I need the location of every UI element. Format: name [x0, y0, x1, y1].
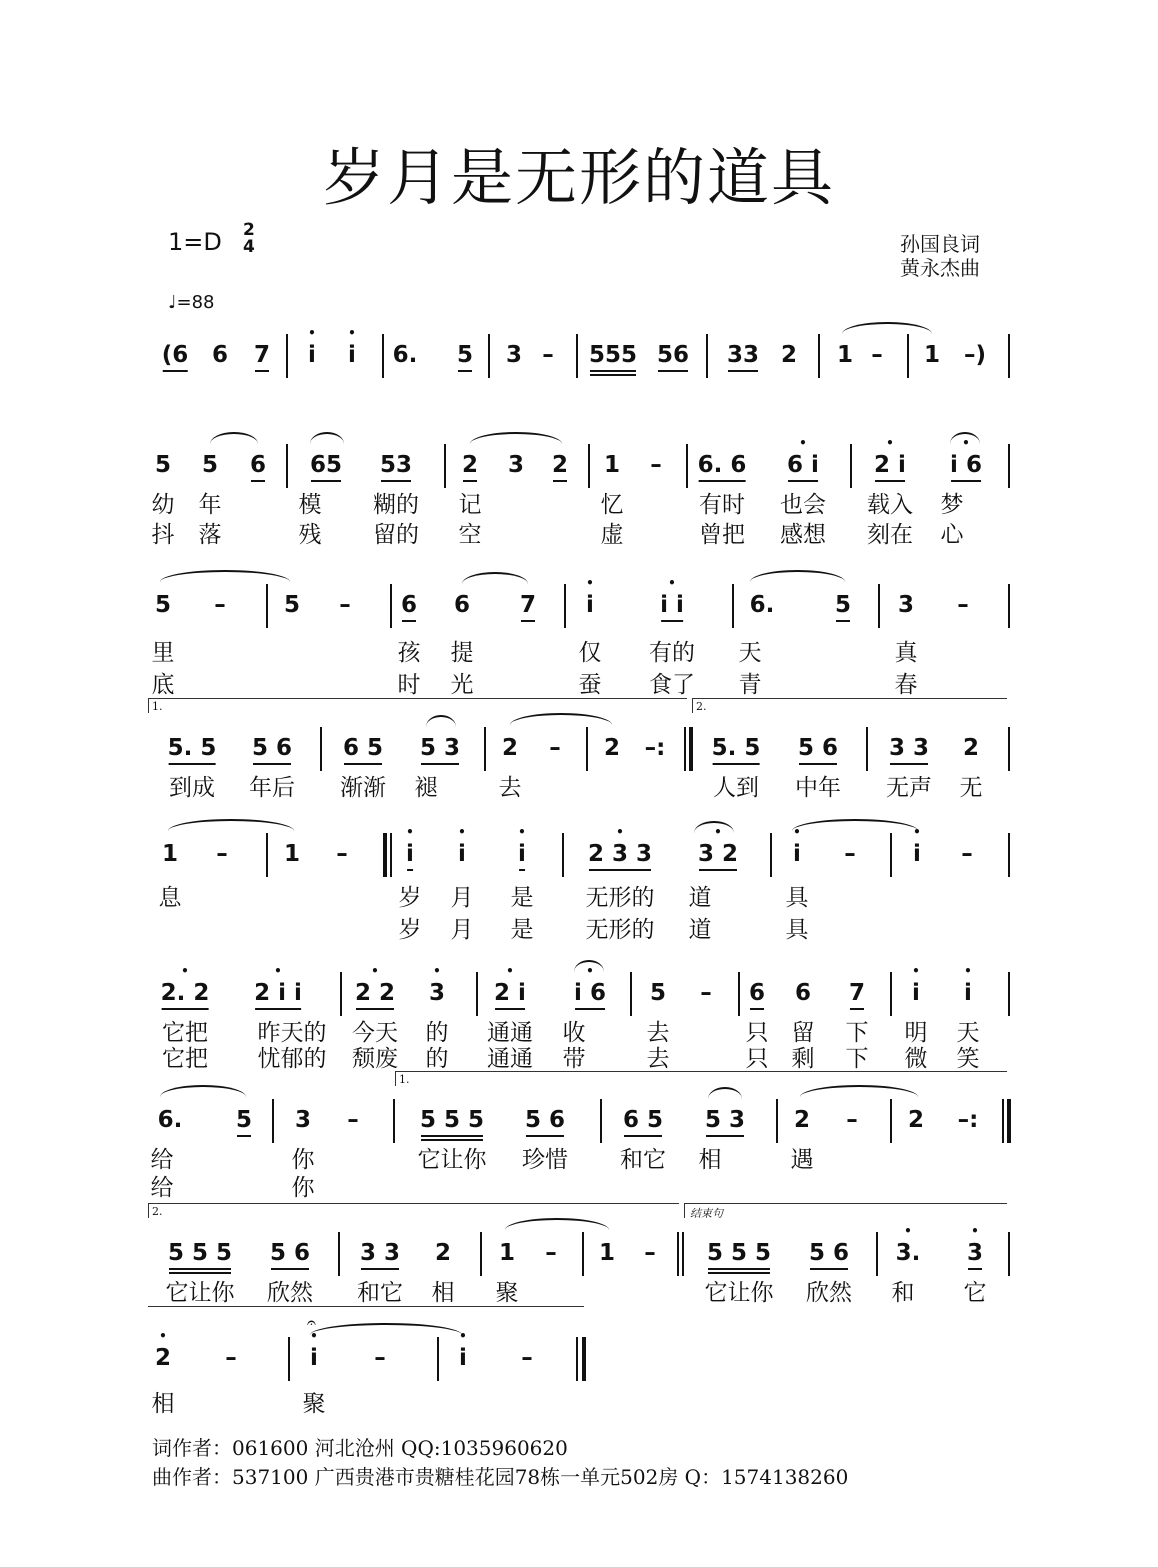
- note: –): [963, 342, 987, 368]
- note: –:: [957, 1107, 979, 1133]
- key-signature: 1=D: [168, 228, 222, 256]
- lyric: 下: [845, 1046, 869, 1072]
- note: 6. 6: [697, 452, 747, 478]
- note: 5 5 5: [419, 1107, 485, 1133]
- ending-label: 结束句: [690, 1207, 723, 1220]
- composer-credit: 黄永杰曲: [900, 256, 980, 280]
- note: 2: [501, 735, 519, 761]
- lyric: 忧郁的: [257, 1046, 327, 1072]
- note: –: [542, 342, 554, 368]
- lyric: 年: [198, 492, 222, 518]
- note: • i 6: [574, 980, 606, 1006]
- note: 5. 5: [711, 735, 761, 761]
- lyric: 曾把: [699, 522, 745, 548]
- note: • 2 i: [494, 980, 526, 1006]
- note: 5 3: [419, 735, 461, 761]
- lyric: 感想: [780, 522, 826, 548]
- note: • i: [459, 1345, 467, 1371]
- note: 2: [793, 1107, 811, 1133]
- note: • i: [458, 841, 466, 867]
- lyric: 抖: [151, 522, 175, 548]
- lyric: 忆: [600, 492, 624, 518]
- note: 5: [283, 592, 301, 618]
- lyric: 底: [151, 672, 175, 698]
- note: 2: [780, 342, 798, 368]
- lyric: 的: [425, 1020, 449, 1046]
- note: 3: [897, 592, 915, 618]
- lyric: 梦: [940, 492, 964, 518]
- note: 56: [656, 342, 690, 368]
- note: • i: [518, 841, 526, 867]
- note: 7: [848, 980, 866, 1006]
- lyric: 和它: [620, 1147, 666, 1173]
- lyric: 它让你: [165, 1280, 235, 1306]
- note: –: [650, 452, 662, 478]
- lyric: 渐渐: [340, 775, 386, 801]
- lyric: 道: [688, 917, 712, 943]
- lyric: 月: [450, 917, 474, 943]
- lyric: 心: [940, 522, 964, 548]
- note: –: [549, 735, 561, 761]
- note: –: [347, 1107, 359, 1133]
- note: 2: [907, 1107, 925, 1133]
- note: 3: [507, 452, 525, 478]
- lyric: 褪: [414, 775, 438, 801]
- note: 6.: [157, 1107, 183, 1133]
- note: 5 6: [524, 1107, 566, 1133]
- lyric: 和它: [357, 1280, 403, 1306]
- note: 6: [453, 592, 471, 618]
- note: –: [644, 1240, 656, 1266]
- lyric: 留的: [373, 522, 419, 548]
- note: 5 6: [251, 735, 293, 761]
- note: 5: [649, 980, 667, 1006]
- note: 7: [519, 592, 537, 618]
- note: 1: [283, 841, 301, 867]
- note: –: [521, 1345, 533, 1371]
- lyric: 无形的: [585, 885, 655, 911]
- note: 5: [201, 452, 219, 478]
- tempo-marking: ♩=88: [168, 292, 215, 313]
- note: 1: [598, 1240, 616, 1266]
- lyric: 只: [745, 1020, 769, 1046]
- lyric: 岁: [398, 917, 422, 943]
- note: 6: [748, 980, 766, 1006]
- lyric: 天: [738, 640, 762, 666]
- lyric: 给: [150, 1175, 174, 1201]
- note: 5 6: [808, 1240, 850, 1266]
- note: • 2: [155, 1345, 171, 1371]
- lyric: 光: [450, 672, 474, 698]
- lyric: 无声: [886, 775, 932, 801]
- lyric: 带: [562, 1046, 586, 1072]
- note: 2: [551, 452, 569, 478]
- volta-2-label: 2.: [696, 700, 707, 713]
- lyric: 是: [510, 885, 534, 911]
- lyric: 的: [425, 1046, 449, 1072]
- lyric: 有时: [699, 492, 745, 518]
- footer-composer-info: 曲作者：537100 广西贵港市贵糖桂花园78栋一单元502房 Q：1574138260: [152, 1465, 849, 1489]
- note: • i: [310, 1345, 318, 1371]
- note: • i: [308, 342, 316, 368]
- note: • i i: [660, 592, 684, 618]
- note: 1: [498, 1240, 516, 1266]
- note: 6: [249, 452, 267, 478]
- lyric: 残: [298, 522, 322, 548]
- note: 5: [235, 1107, 253, 1133]
- note: –: [545, 1240, 557, 1266]
- note: 2: [962, 735, 980, 761]
- lyric: 通通: [487, 1020, 533, 1046]
- note: • 2 i: [874, 452, 906, 478]
- note: 3: [505, 342, 523, 368]
- note: 5. 5: [167, 735, 217, 761]
- note: –: [225, 1345, 237, 1371]
- note: 3 3: [359, 1240, 401, 1266]
- note: 6.: [392, 342, 418, 368]
- note: –: [374, 1345, 386, 1371]
- note: –: [336, 841, 348, 867]
- note: • i: [348, 342, 356, 368]
- volta-1-label: 1.: [399, 1073, 410, 1086]
- lyric: 收: [562, 1020, 586, 1046]
- note: 5 5 5: [706, 1240, 772, 1266]
- note: • 3: [429, 980, 445, 1006]
- note: –: [957, 592, 969, 618]
- note: 6 5: [622, 1107, 664, 1133]
- note: • 2 2: [355, 980, 395, 1006]
- note: • 3: [967, 1240, 983, 1266]
- lyric: 具: [785, 885, 809, 911]
- lyric: 有的: [649, 640, 695, 666]
- note: 3: [294, 1107, 312, 1133]
- lyric: 它让你: [704, 1280, 774, 1306]
- note: 33: [726, 342, 760, 368]
- note: • i 6: [950, 452, 982, 478]
- lyric: 它: [963, 1280, 987, 1306]
- lyricist-credit: 孙国良词: [900, 232, 980, 256]
- note: –: [214, 592, 226, 618]
- lyric: 月: [450, 885, 474, 911]
- lyric: 空: [458, 522, 482, 548]
- volta-2-label: 2.: [152, 1205, 163, 1218]
- time-signature: [243, 222, 255, 256]
- lyric: 模: [298, 492, 322, 518]
- lyric: 相: [698, 1147, 722, 1173]
- note: • 2 i i: [254, 980, 302, 1006]
- note: • i: [913, 841, 921, 867]
- note: 2: [603, 735, 621, 761]
- lyric: 剩: [791, 1046, 815, 1072]
- lyric: 幼: [151, 492, 175, 518]
- lyric: 明: [904, 1020, 928, 1046]
- lyric: 道: [688, 885, 712, 911]
- lyric: 笑: [956, 1046, 980, 1072]
- lyric: 欣然: [806, 1280, 852, 1306]
- note: 7: [253, 342, 271, 368]
- lyric: 落: [198, 522, 222, 548]
- note: (6: [161, 342, 189, 368]
- lyric: 颓废: [352, 1046, 398, 1072]
- footer-lyricist-info: 词作者：061600 河北沧州 QQ:1035960620: [152, 1436, 568, 1460]
- note: 53: [379, 452, 413, 478]
- note: • 3.: [896, 1240, 921, 1266]
- note: • 2 3 3: [588, 841, 652, 867]
- lyric: 食了: [649, 672, 695, 698]
- volta-1-label: 1.: [152, 700, 163, 713]
- lyric: 载入: [867, 492, 913, 518]
- note: 5: [456, 342, 474, 368]
- note: 6: [211, 342, 229, 368]
- note: 1: [923, 342, 941, 368]
- lyric: 你: [291, 1175, 315, 1201]
- note: • i: [912, 980, 920, 1006]
- lyric: 和: [891, 1280, 915, 1306]
- lyric: 它把: [162, 1020, 208, 1046]
- lyric: 糊的: [373, 492, 419, 518]
- note: 5 5 5: [167, 1240, 233, 1266]
- lyric: 它让你: [417, 1147, 487, 1173]
- note: 6.: [749, 592, 775, 618]
- lyric: 蚕: [578, 672, 602, 698]
- note: • i: [793, 841, 801, 867]
- lyric: 只: [745, 1046, 769, 1072]
- lyric: 去: [498, 775, 522, 801]
- note: –: [844, 841, 856, 867]
- note: • i: [964, 980, 972, 1006]
- lyric: 去: [646, 1046, 670, 1072]
- lyric: 刻在: [867, 522, 913, 548]
- lyric: 相: [151, 1391, 175, 1417]
- note: 5: [834, 592, 852, 618]
- lyric: 你: [291, 1147, 315, 1173]
- note: 5: [154, 452, 172, 478]
- lyric: 中年: [795, 775, 841, 801]
- lyric: 欣然: [267, 1280, 313, 1306]
- note: 555: [588, 342, 638, 368]
- lyric: 春: [894, 672, 918, 698]
- note: –: [339, 592, 351, 618]
- note: –: [846, 1107, 858, 1133]
- fermata-icon: 𝄐: [307, 1313, 316, 1332]
- note: 1: [603, 452, 621, 478]
- note: 2: [434, 1240, 452, 1266]
- note: • i: [406, 841, 414, 867]
- note: 5 6: [269, 1240, 311, 1266]
- lyric: 提: [450, 640, 474, 666]
- lyric: 它把: [162, 1046, 208, 1072]
- note: 65: [309, 452, 343, 478]
- lyric: 聚: [302, 1391, 326, 1417]
- lyric: 里: [151, 640, 175, 666]
- note: 2: [461, 452, 479, 478]
- lyric: 岁: [398, 885, 422, 911]
- note: 6 5: [342, 735, 384, 761]
- note: –: [961, 841, 973, 867]
- lyric: 青: [738, 672, 762, 698]
- lyric: 虚: [600, 522, 624, 548]
- lyric: 无形的: [585, 917, 655, 943]
- lyric: 人到: [713, 775, 759, 801]
- lyric: 去: [646, 1020, 670, 1046]
- note: 6: [400, 592, 418, 618]
- time-signature-top: 2: [243, 220, 255, 240]
- note: –: [216, 841, 228, 867]
- lyric: 聚: [495, 1280, 519, 1306]
- lyric: 给: [150, 1147, 174, 1173]
- lyric: 到成: [169, 775, 215, 801]
- note: • 6 i: [787, 452, 819, 478]
- note: 1: [836, 342, 854, 368]
- lyric: 年后: [249, 775, 295, 801]
- lyric: 微: [904, 1046, 928, 1072]
- lyric: 记: [458, 492, 482, 518]
- note: –: [871, 342, 883, 368]
- note: –:: [644, 735, 666, 761]
- lyric: 孩: [397, 640, 421, 666]
- page-title: 岁月是无形的道具: [322, 141, 835, 214]
- note: • i: [586, 592, 594, 618]
- note: 6: [794, 980, 812, 1006]
- lyric: 天: [956, 1020, 980, 1046]
- lyric: 昨天的: [257, 1020, 327, 1046]
- note: –: [700, 980, 712, 1006]
- lyric: 遇: [790, 1147, 814, 1173]
- lyric: 相: [431, 1280, 455, 1306]
- note: 5 3: [704, 1107, 746, 1133]
- note: 5 6: [797, 735, 839, 761]
- lyric: 也会: [780, 492, 826, 518]
- lyric: 息: [158, 885, 182, 911]
- note: 3 3: [888, 735, 930, 761]
- lyric: 是: [510, 917, 534, 943]
- lyric: 仅: [578, 640, 602, 666]
- note: 5: [154, 592, 172, 618]
- note: • 3 2: [698, 841, 738, 867]
- lyric: 留: [791, 1020, 815, 1046]
- lyric: 具: [785, 917, 809, 943]
- lyric: 珍惜: [522, 1147, 568, 1173]
- lyric: 今天: [352, 1020, 398, 1046]
- time-signature-bottom: 4: [243, 237, 255, 257]
- note: • 2. 2: [161, 980, 210, 1006]
- lyric: 真: [894, 640, 918, 666]
- lyric: 时: [397, 672, 421, 698]
- lyric: 通通: [487, 1046, 533, 1072]
- note: 1: [161, 841, 179, 867]
- lyric: 无: [959, 775, 983, 801]
- lyric: 下: [845, 1020, 869, 1046]
